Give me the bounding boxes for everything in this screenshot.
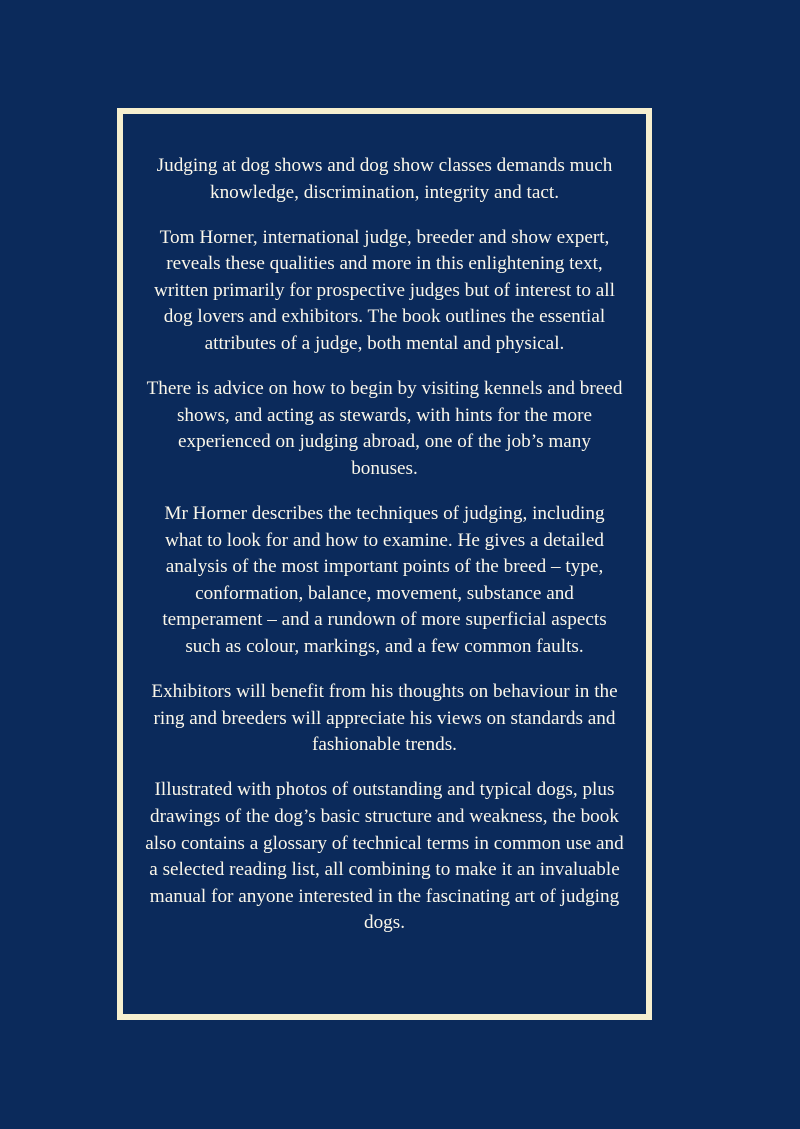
blurb-paragraph: Illustrated with photos of outstanding and typical dogs, plus drawings of the dog’s basic structure and weakness, the book also contains a glossary of technical terms in common use and a selected reading list, all combining to make it an invaluable manual for anyone interested in the fascinating art of judging dogs. (145, 779, 624, 934)
blurb-panel (117, 108, 652, 1020)
blurb-paragraph: Mr Horner describes the techniques of judging, including what to look for and how to examine. He gives a detailed analysis of the most important points of the breed – type, conformation, balance, movement, substance and temperament – and a rundown of more superficial aspects such as colour, markings, and a few common faults. (162, 503, 607, 657)
blurb-paragraph: Exhibitors will benefit from his thoughts on behaviour in the ring and breeders will appreciate his views on standards and fashionable trends. (151, 681, 618, 756)
blurb-paragraph: Tom Horner, international judge, breeder and show expert, reveals these qualities and more in this enlightening text, written primarily for prospective judges but of interest to all dog lovers and exhibitors. The book outlines the essential attributes of a judge, both mental and physical. (154, 226, 615, 355)
blurb-paragraph: There is advice on how to begin by visiting kennels and breed shows, and acting as stewards, with hints for the more experienced on judging abroad, one of the job’s many bonuses. (146, 378, 623, 479)
blurb-paragraph: Judging at dog shows and dog show classes demands much knowledge, discrimination, integrity and tact. (156, 155, 613, 203)
